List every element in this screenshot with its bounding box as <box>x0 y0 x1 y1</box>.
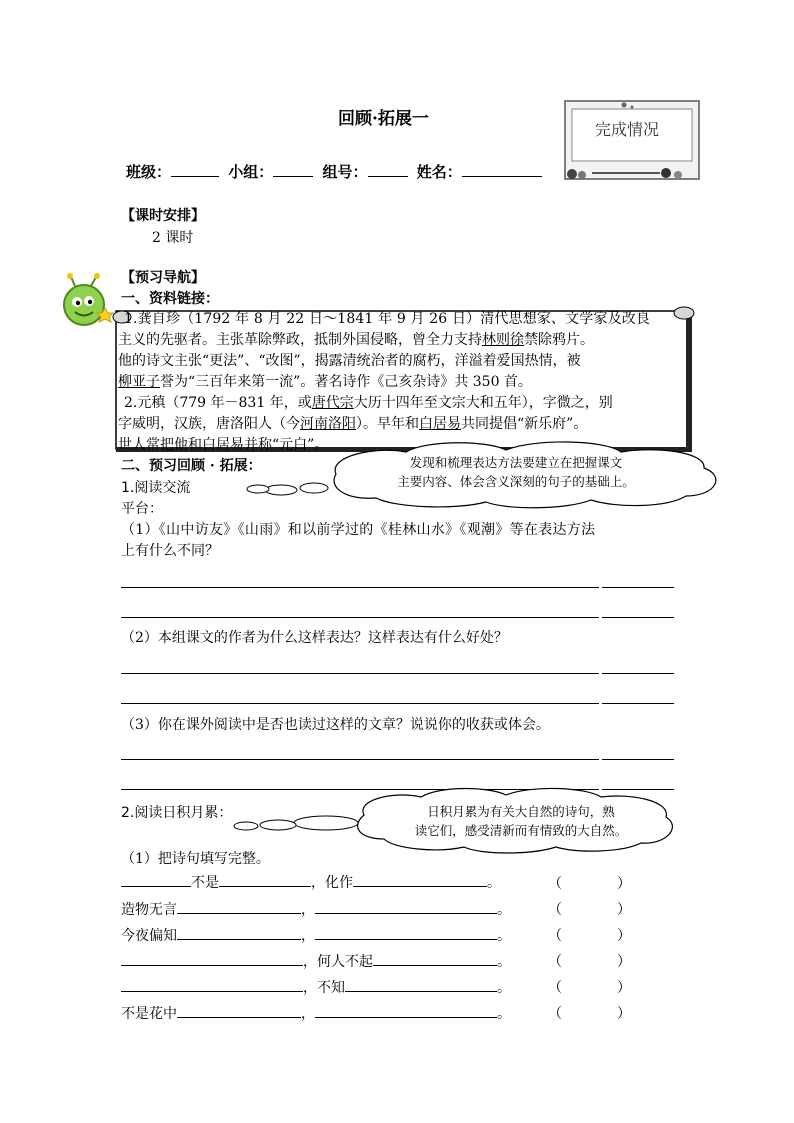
paren-6-open: （ <box>548 1006 562 1022</box>
paren-1-open: （ <box>548 876 562 892</box>
schedule-value: 2 课时 <box>152 230 194 246</box>
accumulate-heading: 2.阅读日积月累： <box>121 805 233 821</box>
answer-line-1d[interactable] <box>602 617 674 618</box>
schedule-heading: 【课时安排】 <box>121 208 205 224</box>
poem-4-blank-b[interactable] <box>373 951 497 966</box>
answer-line-1c[interactable] <box>121 617 599 618</box>
poem-2-blank-b[interactable] <box>315 899 497 914</box>
completion-frame-graphic <box>562 99 702 183</box>
scroll-line-7: 世人常把他和白居易并称“元白”。 <box>118 437 329 453</box>
paren-5-close: ） <box>617 980 631 996</box>
cloud-1-line-1: 发现和梳理表达方法要建立在把握课文 <box>409 455 623 470</box>
answer-line-1a[interactable] <box>121 587 599 588</box>
poem-3-blank-b[interactable] <box>315 925 497 940</box>
question-3: （3）你在课外阅读中是否也读过这样的文章？说说你的收获或体会。 <box>121 717 550 733</box>
poem-1-blank-c[interactable] <box>353 872 487 887</box>
paren-1-close: ） <box>617 876 631 892</box>
team-field[interactable] <box>273 162 313 177</box>
page-title: 回顾·拓展一 <box>338 109 429 129</box>
poem-row-6: 不是花中 ， 。 <box>121 1003 511 1024</box>
link-luoyang[interactable]: 洛阳 <box>328 416 356 432</box>
link-linzexu[interactable]: 林则徐 <box>482 332 524 348</box>
tip-cloud-2 <box>226 785 686 855</box>
scroll-line-4: 柳亚子誉为“三百年来第一流”。著名诗作《己亥杂诗》共 350 首。 <box>118 374 532 390</box>
question-1a: （1）《山中访友》《山雨》和以前学过的《桂林山水》《观潮》等在表达方法 <box>121 522 596 538</box>
scroll-line-3: 他的诗文主张“更法”、“改图”，揭露清统治者的腐朽，洋溢着爱国热情，被 <box>118 353 581 369</box>
poem-row-5: ，不知 。 <box>121 977 511 998</box>
scroll-line-2: 主义的先驱者。主张革除弊政，抵制外国侵略，曾全力支持林则徐禁除鸦片。 <box>118 332 594 348</box>
answer-line-3b[interactable] <box>602 759 674 760</box>
poem-1-blank-b[interactable] <box>219 872 311 887</box>
cloud-2-line-2: 读它们，感受清新而有情致的大自然。 <box>414 823 628 838</box>
paren-6-close: ） <box>617 1006 631 1022</box>
poem-3-blank-a[interactable] <box>177 925 301 940</box>
paren-4-open: （ <box>548 954 562 970</box>
completion-label: 完成情况 <box>595 120 660 139</box>
question-2: （2）本组课文的作者为什么这样表达？这样表达有什么好处？ <box>121 630 508 646</box>
poem-4-blank-a[interactable] <box>121 951 303 966</box>
reading-heading: 1.阅读交流 <box>121 480 191 496</box>
link-tangdaizong[interactable]: 唐代宗 <box>311 395 354 411</box>
poem-6-blank-b[interactable] <box>315 1003 497 1018</box>
platform-label: 平台： <box>121 501 163 517</box>
group-field[interactable] <box>368 162 408 177</box>
team-label: 小组： <box>228 163 274 181</box>
paren-2-open: （ <box>548 902 562 918</box>
answer-line-3a[interactable] <box>121 759 599 760</box>
completion-status-box <box>562 99 702 183</box>
paren-3-open: （ <box>548 928 562 944</box>
link-henan[interactable]: 河南 <box>300 416 328 432</box>
fill-instruction: （1）把诗句填写完整。 <box>121 851 270 867</box>
answer-line-2b[interactable] <box>602 673 674 674</box>
section2-heading: 二、预习回顾 · 拓展： <box>121 458 262 474</box>
answer-line-2d[interactable] <box>602 703 674 704</box>
poem-2-blank-a[interactable] <box>177 899 301 914</box>
scroll-line-6: 字威明，汉族，唐洛阳人（今河南洛阳）。早年和白居易共同提倡“新乐府”。 <box>118 416 588 432</box>
link-liuyazi[interactable]: 柳亚子 <box>118 374 160 390</box>
poem-1-blank-a[interactable] <box>121 872 191 887</box>
poem-6-blank-a[interactable] <box>177 1003 301 1018</box>
paren-4-close: ） <box>617 954 631 970</box>
scroll-line-5: 2.元稹（779 年－831 年，或唐代宗大历十四年至文宗大和五年），字微之，别 <box>124 395 613 411</box>
poem-5-blank-b[interactable] <box>345 977 497 992</box>
preview-heading: 【预习导航】 <box>121 270 205 286</box>
cloud-2-line-1: 日积月累为有关大自然的诗句，熟 <box>427 804 615 819</box>
answer-line-1b[interactable] <box>602 587 674 588</box>
poem-5-blank-a[interactable] <box>121 977 303 992</box>
link-baijuyi[interactable]: 白居易 <box>419 416 461 432</box>
poem-row-1: 不是 ，化作 。 <box>121 872 501 893</box>
poem-row-2: 造物无言 ， 。 <box>121 899 511 920</box>
question-1b: 上有什么不同？ <box>121 543 219 559</box>
answer-line-2a[interactable] <box>121 673 599 674</box>
name-label: 姓名： <box>416 163 462 181</box>
class-field[interactable] <box>171 162 219 177</box>
paren-5-open: （ <box>548 980 562 996</box>
class-label: 班级： <box>126 163 172 181</box>
group-label: 组号： <box>322 163 368 181</box>
name-field[interactable] <box>462 162 542 177</box>
poem-row-4: ，何人不起 。 <box>121 951 511 972</box>
scroll-line-1: 1.龚自珍（1792 年 8 月 22 日～1841 年 9 月 26 日）清代思想家、文学家及改良 <box>124 311 651 327</box>
poem-row-3: 今夜偏知 ， 。 <box>121 925 511 946</box>
student-info-row <box>126 162 542 182</box>
section1-heading: 一、资料链接： <box>121 291 219 307</box>
answer-line-2c[interactable] <box>121 703 599 704</box>
tip-cloud-1 <box>236 438 736 510</box>
paren-3-close: ） <box>617 928 631 944</box>
cloud-1-line-2: 主要内容、体会含义深刻的句子的基础上。 <box>397 474 635 489</box>
paren-2-close: ） <box>617 902 631 918</box>
